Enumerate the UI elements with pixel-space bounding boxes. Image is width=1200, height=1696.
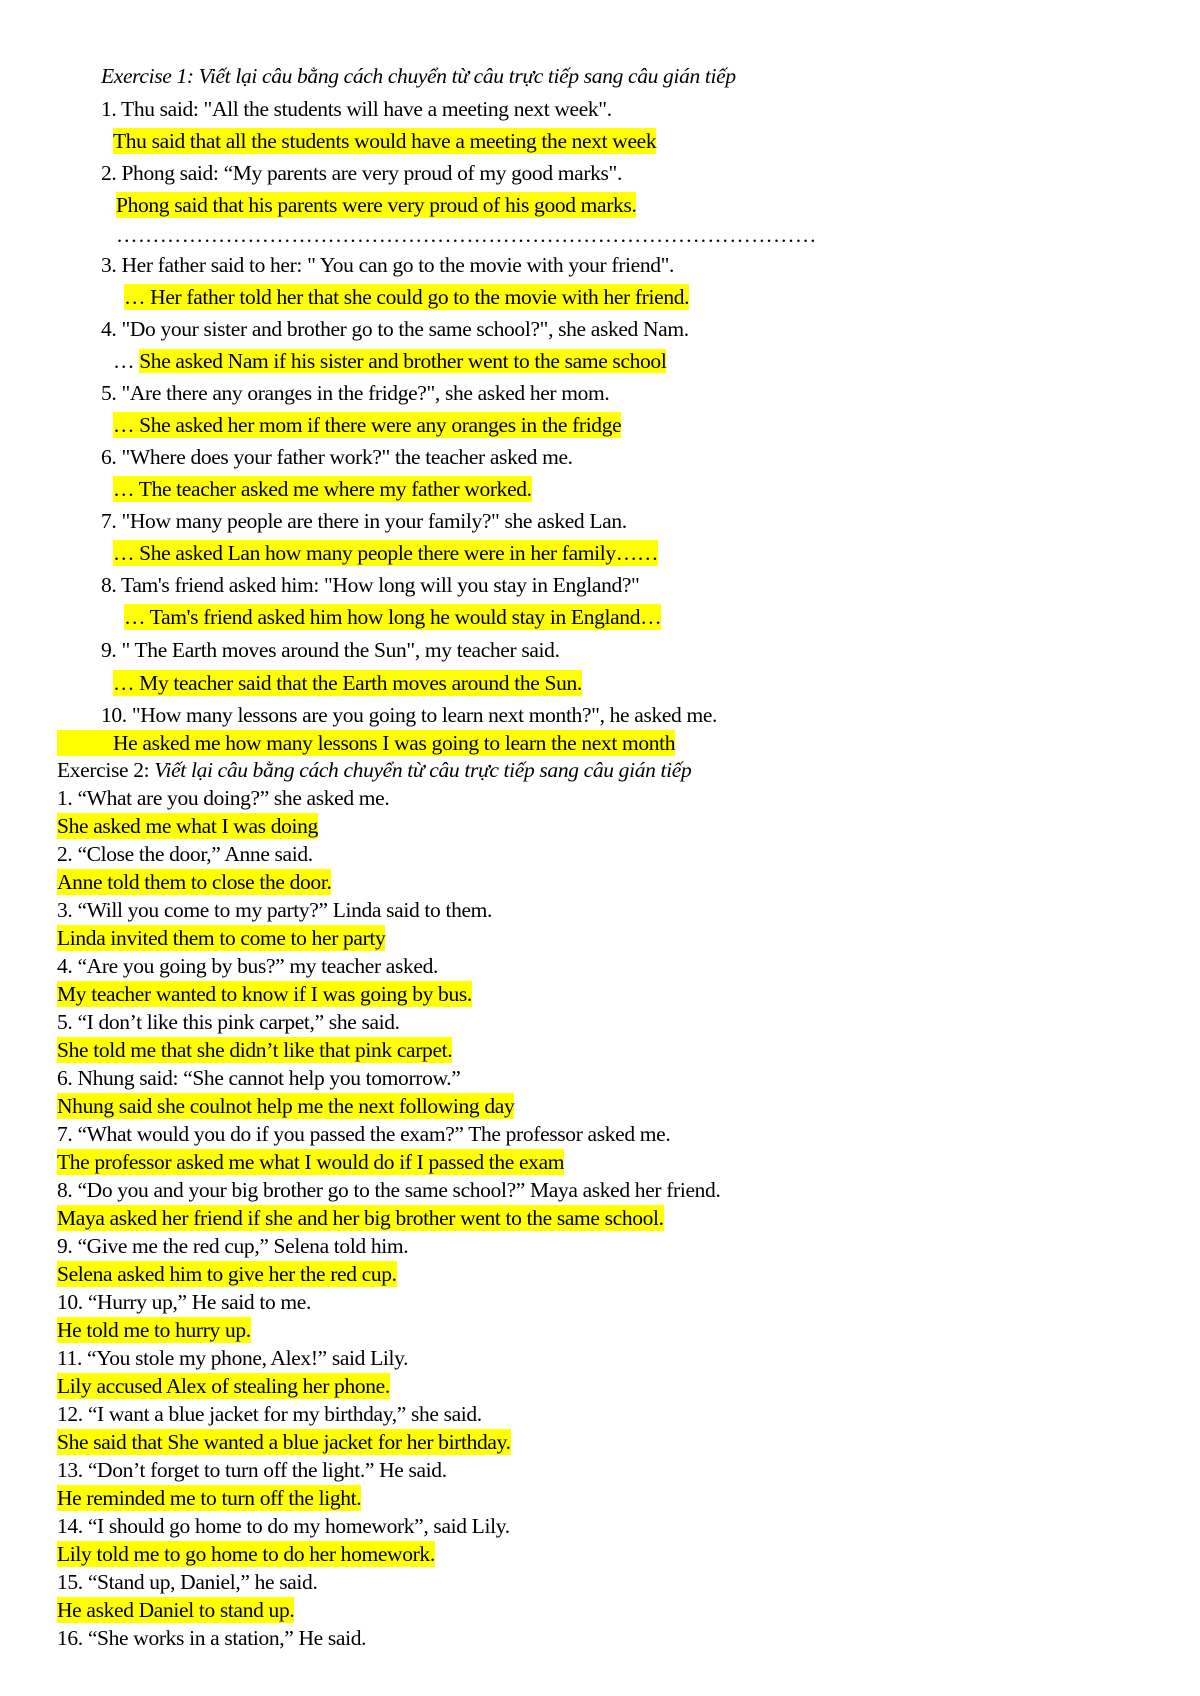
ex1-answer-4: She asked Nam if his sister and brother went to the same school [139,349,667,373]
ex2-question-13: 13. “Don’t forget to turn off the light.” He said. [57,1458,447,1482]
exercise-2-instruction: Viết lại câu bằng cách chuyển từ câu trực tiếp sang câu gián tiếp [154,758,692,782]
ex2-question-9: 9. “Give me the red cup,” Selena told him. [57,1234,409,1258]
ex1-answer-2: Phong said that his parents were very proud of his good marks. [116,193,637,217]
dotted-answer-line: …………………………………………………………………………………… [116,223,817,247]
ex2-question-14: 14. “I should go home to do my homework”, said Lily. [57,1514,510,1538]
ex1-answer-10: He asked me how many lessons I was going to learn the next month [57,730,675,756]
ex2-answer-1: She asked me what I was doing [57,814,318,838]
ex2-answer-13: He reminded me to turn off the light. [57,1486,362,1510]
ex2-question-11: 11. “You stole my phone, Alex!” said Lily. [57,1346,409,1370]
ex1-question-5: 5. "Are there any oranges in the fridge?", she asked her mom. [101,381,610,405]
ex1-question-8: 8. Tam's friend asked him: "How long will you stay in England?" [101,573,640,597]
ex2-answer-5: She told me that she didn’t like that pink carpet. [57,1038,453,1062]
ex1-answer-3: … Her father told her that she could go to the movie with her friend. [124,285,690,309]
ex1-answer-5: … She asked her mom if there were any oranges in the fridge [113,413,622,437]
ex1-question-9: 9. " The Earth moves around the Sun", my teacher said. [101,638,560,662]
ex1-question-6: 6. "Where does your father work?" the teacher asked me. [101,445,573,469]
exercise-2-label: Exercise 2: [57,758,155,782]
ex1-answer-9: … My teacher said that the Earth moves around the Sun. [113,671,582,695]
ex1-answer-1: Thu said that all the students would have a meeting the next week [113,129,657,153]
ex1-answer-6: … The teacher asked me where my father worked. [113,477,532,501]
ex1-question-7: 7. "How many people are there in your family?" she asked Lan. [101,509,627,533]
ex2-question-8: 8. “Do you and your big brother go to the same school?” Maya asked her friend. [57,1178,721,1202]
ex2-answer-3: Linda invited them to come to her party [57,926,386,950]
ex1-answer-8: … Tam's friend asked him how long he would stay in England… [124,605,662,629]
ex2-answer-14: Lily told me to go home to do her homework. [57,1542,435,1566]
ex1-question-4: 4. "Do your sister and brother go to the same school?", she asked Nam. [101,317,689,341]
ex2-question-6: 6. Nhung said: “She cannot help you tomorrow.” [57,1066,461,1090]
ex2-answer-6: Nhung said she coulnot help me the next following day [57,1094,515,1118]
ex2-answer-7: The professor asked me what I would do if I passed the exam [57,1150,565,1174]
ex2-answer-10: He told me to hurry up. [57,1318,251,1342]
ex1-answer-7: … She asked Lan how many people there were in her family…… [113,541,659,565]
ex1-answer-4-line [113,348,666,374]
ex2-answer-4: My teacher wanted to know if I was going by bus. [57,982,472,1006]
ex2-question-3: 3. “Will you come to my party?” Linda said to them. [57,898,493,922]
ex2-answer-15: He asked Daniel to stand up. [57,1598,295,1622]
ex2-question-5: 5. “I don’t like this pink carpet,” she said. [57,1010,400,1034]
ex2-question-4: 4. “Are you going by bus?” my teacher asked. [57,954,439,978]
ex2-question-7: 7. “What would you do if you passed the exam?” The professor asked me. [57,1122,671,1146]
ex2-question-2: 2. “Close the door,” Anne said. [57,842,313,866]
ex2-question-12: 12. “I want a blue jacket for my birthday,” she said. [57,1402,482,1426]
ex2-question-16: 16. “She works in a station,” He said. [57,1626,367,1650]
ex2-answer-8: Maya asked her friend if she and her big brother went to the same school. [57,1206,664,1230]
ex1-question-10: 10. "How many lessons are you going to learn next month?", he asked me. [101,703,718,727]
ex2-question-1: 1. “What are you doing?” she asked me. [57,786,390,810]
ex2-answer-11: Lily accused Alex of stealing her phone. [57,1374,390,1398]
ex1-question-1: 1. Thu said: "All the students will have a meeting next week". [101,97,612,121]
exercise-1-title: Exercise 1: Viết lại câu bằng cách chuyển từ câu trực tiếp sang câu gián tiếp [101,64,736,88]
ex2-question-15: 15. “Stand up, Daniel,” he said. [57,1570,318,1594]
ex2-answer-2: Anne told them to close the door. [57,870,332,894]
exercise-2-title [57,757,691,783]
ex2-question-10: 10. “Hurry up,” He said to me. [57,1290,311,1314]
ex1-answer-4-prefix: … [113,349,140,373]
ex1-question-2: 2. Phong said: “My parents are very proud of my good marks". [101,161,622,185]
ex2-answer-12: She said that She wanted a blue jacket for her birthday. [57,1430,511,1454]
ex1-question-3: 3. Her father said to her: " You can go to the movie with your friend". [101,253,675,277]
ex2-answer-9: Selena asked him to give her the red cup. [57,1262,397,1286]
